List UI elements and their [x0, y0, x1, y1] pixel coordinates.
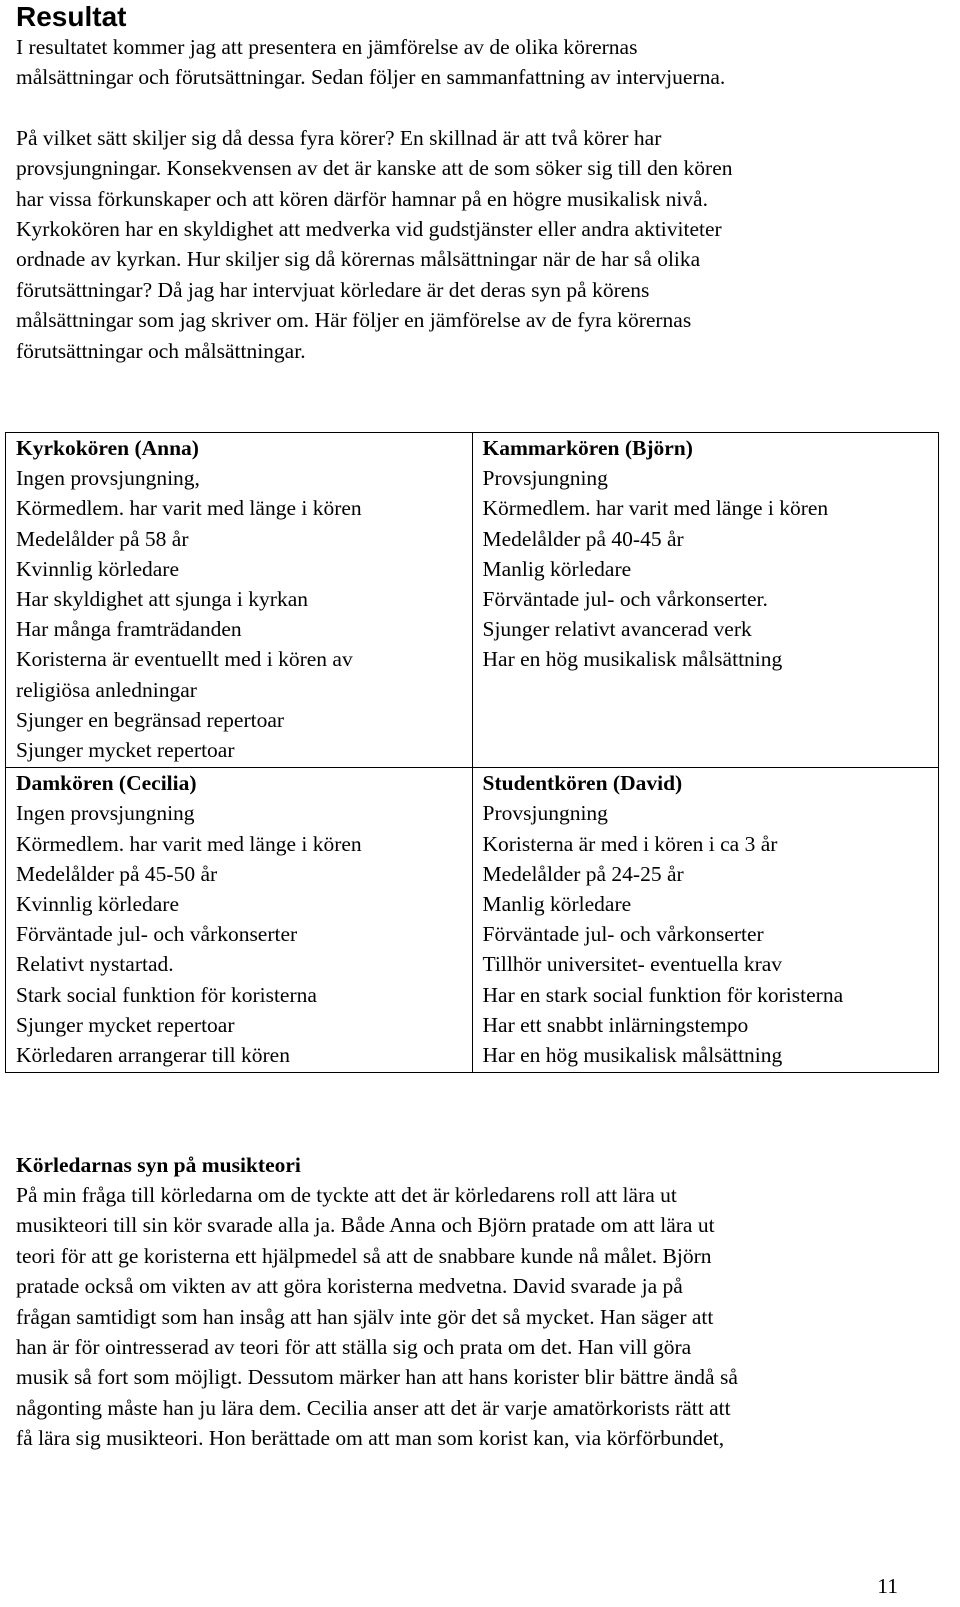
section-line: frågan samtidigt som han insåg att han själv inte gör det så mycket. Han säger att — [16, 1304, 714, 1329]
cell-line: Körmedlem. har varit med länge i kören — [16, 496, 362, 521]
cell-line: Förväntade jul- och vårkonserter — [16, 922, 298, 947]
section-line: teori för att ge koristerna ett hjälpmedel så att de snabbare kunde nå målet. Björn — [16, 1243, 712, 1268]
cell-line: Har en hög musikalisk målsättning — [482, 1043, 783, 1068]
table-row — [6, 433, 939, 768]
cell-line: Medelålder på 24-25 år — [482, 861, 684, 886]
body-paragraph — [16, 123, 946, 366]
section-line: musik så fort som möjligt. Dessutom märker han att hans korister blir bättre ändå så — [16, 1365, 738, 1390]
table-cell-kyrkokoren — [6, 433, 473, 768]
section-line: få lära sig musikteori. Hon berättade om att man som korist kan, via körförbundet, — [16, 1426, 725, 1451]
body-line: har vissa förkunskaper och att kören därför hamnar på en högre musikalisk nivå. — [16, 186, 708, 211]
cell-line: Körmedlem. har varit med länge i kören — [16, 831, 362, 856]
table-row — [6, 768, 939, 1073]
cell-line: Ingen provsjungning — [16, 801, 195, 826]
body-line: förutsättningar och målsättningar. — [16, 338, 306, 363]
section-paragraph — [16, 1180, 946, 1454]
cell-line: Provsjungning — [482, 801, 608, 826]
page-number: 11 — [877, 1574, 898, 1598]
cell-title: Kyrkokören (Anna) — [16, 436, 199, 460]
cell-line: Har skyldighet att sjunga i kyrkan — [16, 587, 308, 612]
cell-line: Manlig körledare — [482, 892, 632, 917]
cell-line: Tillhör universitet- eventuella krav — [482, 952, 783, 977]
cell-title: Kammarkören (Björn) — [482, 436, 693, 460]
cell-line: Har ett snabbt inlärningstempo — [482, 1012, 749, 1037]
cell-line: Medelålder på 40-45 år — [482, 526, 684, 551]
cell-line: Medelålder på 45-50 år — [16, 861, 218, 886]
cell-line: Har en stark social funktion för koristerna — [482, 982, 844, 1007]
cell-line: Manlig körledare — [482, 556, 632, 581]
section-heading: Körledarnas syn på musikteori — [16, 1153, 301, 1177]
choir-comparison-table — [5, 432, 939, 1073]
cell-line: Körledaren arrangerar till kören — [16, 1043, 290, 1068]
intro-line: I resultatet kommer jag att presentera en jämförelse av de olika körernas — [16, 35, 638, 59]
body-line: Kyrkokören har en skyldighet att medverka vid gudstjänster eller andra aktiviteter — [16, 217, 722, 242]
section-line: På min fråga till körledarna om de tyckte att det är körledarens roll att lära ut — [16, 1183, 677, 1207]
document-page — [16, 0, 946, 366]
cell-line: religiösa anledningar — [16, 677, 197, 702]
cell-line: Har många framträdanden — [16, 617, 242, 642]
body-line: provsjungningar. Konsekvensen av det är kanske att de som söker sig till den kören — [16, 156, 733, 181]
section-line: någonting måste han ju lära dem. Cecilia anser att det är varje amatörkorists rätt att — [16, 1395, 731, 1420]
cell-line: Sjunger relativt avancerad verk — [482, 617, 752, 642]
cell-line: Stark social funktion för koristerna — [16, 982, 317, 1007]
cell-line: Relativt nystartad. — [16, 952, 174, 977]
cell-line: Har en hög musikalisk målsättning — [482, 647, 783, 672]
cell-title: Studentkören (David) — [482, 771, 683, 796]
cell-line: Koristerna är eventuellt med i kören av — [16, 647, 353, 672]
section-line: han är för ointresserad av teori för att ställa sig och prata om det. Han vill göra — [16, 1335, 692, 1360]
cell-line: Kvinnlig körledare — [16, 556, 179, 581]
cell-line: Provsjungning — [482, 466, 608, 491]
body-line: ordnade av kyrkan. Hur skiljer sig då körernas målsättningar när de har så olika — [16, 247, 701, 272]
cell-line: Förväntade jul- och vårkonserter. — [482, 587, 768, 612]
cell-line: Körmedlem. har varit med länge i kören — [482, 496, 829, 521]
cell-title: Damkören (Cecilia) — [16, 771, 197, 796]
cell-line: Medelålder på 58 år — [16, 526, 189, 551]
body-line: förutsättningar? Då jag har intervjuat körledare är det deras syn på körens — [16, 277, 650, 302]
page-heading: Resultat — [16, 1, 127, 32]
music-theory-section — [16, 1150, 946, 1454]
cell-line: Kvinnlig körledare — [16, 892, 179, 917]
table-cell-studentkoren — [472, 768, 939, 1073]
intro-line: målsättningar och förutsättningar. Sedan följer en sammanfattning av intervjuerna. — [16, 65, 726, 90]
table-cell-kammarkoren — [472, 433, 939, 768]
section-line: pratade också om vikten av att göra koristerna medvetna. David svarade ja på — [16, 1274, 683, 1299]
section-line: musikteori till sin kör svarade alla ja. Både Anna och Björn pratade om att lära ut — [16, 1213, 715, 1238]
cell-line: Förväntade jul- och vårkonserter — [482, 922, 764, 947]
intro-paragraph — [16, 32, 946, 93]
body-line: På vilket sätt skiljer sig då dessa fyra körer? En skillnad är att två körer har — [16, 125, 662, 150]
cell-line: Sjunger en begränsad repertoar — [16, 707, 285, 732]
cell-line: Ingen provsjungning, — [16, 466, 200, 491]
cell-line: Sjunger mycket repertoar — [16, 738, 235, 763]
table-cell-damkoren — [6, 768, 473, 1073]
cell-line: Sjunger mycket repertoar — [16, 1012, 235, 1037]
cell-line: Koristerna är med i kören i ca 3 år — [482, 831, 778, 856]
body-line: målsättningar som jag skriver om. Här följer en jämförelse av de fyra körernas — [16, 308, 692, 333]
